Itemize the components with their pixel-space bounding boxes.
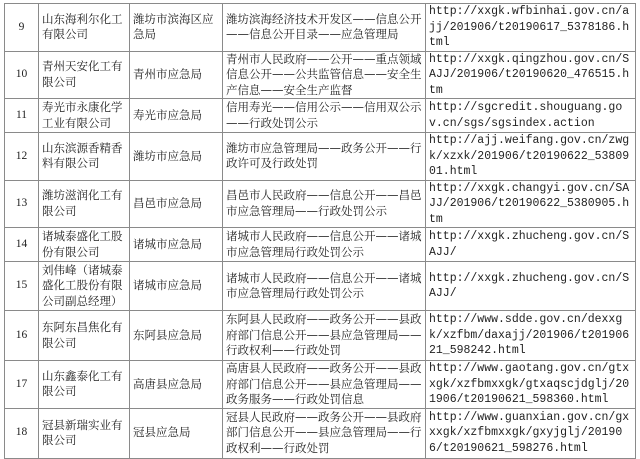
- table-row: [5, 262, 636, 311]
- department: 潍坊市应急局: [130, 133, 223, 181]
- source-url: http://xxgk.qingzhou.gov.cn/SAJJ/201906/t20190620_476515.htm: [426, 51, 636, 99]
- row-number: 10: [5, 51, 39, 99]
- department: 东阿县应急局: [130, 311, 223, 361]
- department: 青州市应急局: [130, 51, 223, 99]
- department: 诸城市应急局: [130, 228, 223, 262]
- row-number: 11: [5, 99, 39, 133]
- department: 昌邑市应急局: [130, 180, 223, 228]
- table-row: [5, 4, 636, 52]
- row-number: 18: [5, 408, 39, 458]
- table-row: [5, 361, 636, 409]
- source-url: http://xxgk.zhucheng.gov.cn/SAJJ/: [426, 262, 636, 311]
- table-row: [5, 408, 636, 458]
- source-url: http://xxgk.zhucheng.gov.cn/SAJJ/: [426, 228, 636, 262]
- row-number: 14: [5, 228, 39, 262]
- company-name: 东阿东昌焦化有限公司: [39, 311, 130, 361]
- table-row: [5, 180, 636, 228]
- company-name: 山东滨源香精香料有限公司: [39, 133, 130, 181]
- publication-path: 冠县人民政府——政务公开——县政府部门信息公开——县应急管理局——行政权利——行政处罚: [223, 408, 426, 458]
- department: 寿光市应急局: [130, 99, 223, 133]
- company-name: 冠县新瑞实业有限公司: [39, 408, 130, 458]
- source-url: http://ajj.weifang.gov.cn/zwgk/xzxk/201906/t20190622_5380901.html: [426, 133, 636, 181]
- penalty-disclosure-table: [4, 3, 636, 459]
- table-row: [5, 311, 636, 361]
- row-number: 17: [5, 361, 39, 409]
- table-row: [5, 228, 636, 262]
- department: 高唐县应急局: [130, 361, 223, 409]
- department: 诸城市应急局: [130, 262, 223, 311]
- department: 冠县应急局: [130, 408, 223, 458]
- row-number: 9: [5, 4, 39, 52]
- company-name: 诸城泰盛化工股份有限公司: [39, 228, 130, 262]
- row-number: 12: [5, 133, 39, 181]
- company-name: 潍坊滋润化工有限公司: [39, 180, 130, 228]
- publication-path: 信用寿光——信用公示——信用双公示——行政处罚公示: [223, 99, 426, 133]
- company-name: 山东鑫泰化工有限公司: [39, 361, 130, 409]
- publication-path: 昌邑市人民政府——信息公开——昌邑市应急管理局——行政处罚公示: [223, 180, 426, 228]
- publication-path: 东阿县人民政府——政务公开——县政府部门信息公开——县应急管理局——行政权利——行政处罚: [223, 311, 426, 361]
- source-url: http://sgcredit.shouguang.gov.cn/sgs/sgsindex.action: [426, 99, 636, 133]
- table-row: [5, 99, 636, 133]
- source-url: http://www.gaotang.gov.cn/gtxxgk/xzfbmxxgk/gtxaqscjdglj/201906/t20190621_598360.html: [426, 361, 636, 409]
- publication-path: 高唐县人民政府——政务公开——县政府部门信息公开——县应急管理局——政务服务——行政处罚信息: [223, 361, 426, 409]
- company-name: 青州天安化工有限公司: [39, 51, 130, 99]
- table-row: [5, 133, 636, 181]
- row-number: 13: [5, 180, 39, 228]
- table-row: [5, 51, 636, 99]
- company-name: 寿光市永康化学工业有限公司: [39, 99, 130, 133]
- source-url: http://www.guanxian.gov.cn/gxxxgk/xzfbmxxgk/gxyjglj/201906/t20190621_598276.html: [426, 408, 636, 458]
- source-url: http://www.sdde.gov.cn/dexxgk/xzfbm/daxajj/201906/t20190621_598242.html: [426, 311, 636, 361]
- publication-path: 潍坊滨海经济技术开发区——信息公开——信息公开目录——应急管理局: [223, 4, 426, 52]
- source-url: http://xxgk.changyi.gov.cn/SAJJ/201906/t20190622_5380905.htm: [426, 180, 636, 228]
- row-number: 15: [5, 262, 39, 311]
- company-name: 刘伟峰（诸城泰盛化工股份有限公司副总经理）: [39, 262, 130, 311]
- row-number: 16: [5, 311, 39, 361]
- publication-path: 诸城市人民政府——信息公开——诸城市应急管理局行政处罚公示: [223, 228, 426, 262]
- publication-path: 潍坊市应急管理局——政务公开——行政许可及行政处罚: [223, 133, 426, 181]
- source-url: http://xxgk.wfbinhai.gov.cn/ajj/201906/t20190617_5378186.html: [426, 4, 636, 52]
- department: 潍坊市滨海区应急局: [130, 4, 223, 52]
- publication-path: 青州市人民政府——公开——重点领域信息公开——公共监管信息——安全生产信息——安全生产监督: [223, 51, 426, 99]
- company-name: 山东海利尔化工有限公司: [39, 4, 130, 52]
- publication-path: 诸城市人民政府——信息公开——诸城市应急管理局行政处罚公示: [223, 262, 426, 311]
